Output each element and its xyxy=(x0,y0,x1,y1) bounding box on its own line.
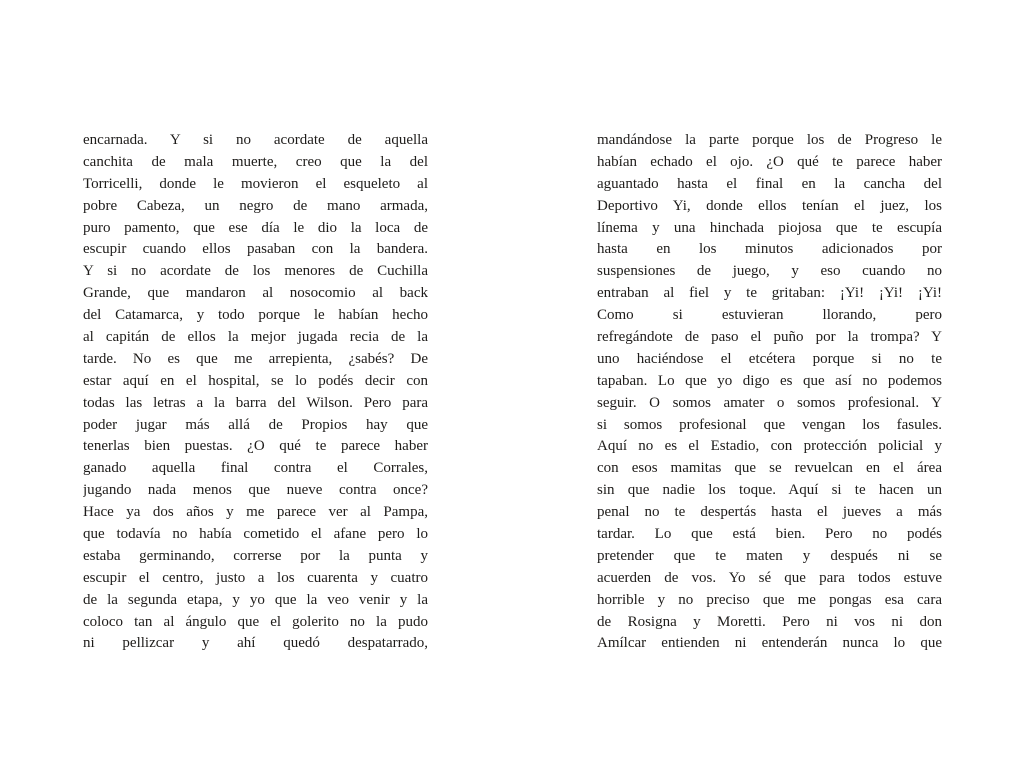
text-line: ganado aquella final contra el Corrales, xyxy=(83,460,428,477)
text-line: coloco tan al ángulo que el golerito no la pudo xyxy=(83,613,428,630)
text-line: tarde. No es que me arrepienta, ¿sabés? De xyxy=(83,350,428,367)
text-line: aguantado hasta el final en la cancha del xyxy=(597,175,942,192)
text-line: estar aquí en el hospital, se lo podés decir con xyxy=(83,372,428,389)
text-line: Amílcar entienden ni entenderán nunca lo que xyxy=(597,635,942,652)
text-line: tapaban. Lo que yo digo es que así no podemos xyxy=(597,372,942,389)
text-line: canchita de mala muerte, creo que la del xyxy=(83,153,428,170)
text-line: suspensiones de juego, y eso cuando no xyxy=(597,263,942,280)
text-line: poder jugar más allá de Propios hay que xyxy=(83,416,428,433)
text-line: que todavía no había cometido el afane pero lo xyxy=(83,526,428,543)
text-line: puro pamento, que ese día le dio la loca de xyxy=(83,219,428,236)
text-line: con esos mamitas que se revuelcan en el área xyxy=(597,460,942,477)
left-page-text-column xyxy=(83,130,428,655)
right-page-text-column xyxy=(597,130,942,655)
text-line: Hace ya dos años y me parece ver al Pampa, xyxy=(83,504,428,521)
text-line: hasta en los minutos adicionados por xyxy=(597,241,942,258)
text-line: de Rosigna y Moretti. Pero ni vos ni don xyxy=(597,613,942,630)
text-line: acuerden de vos. Yo sé que para todos estuve xyxy=(597,569,942,586)
text-line: Y si no acordate de los menores de Cuchilla xyxy=(83,263,428,280)
text-line: escupir el centro, justo a los cuarenta y cuatro xyxy=(83,569,428,586)
text-line: seguir. O somos amater o somos profesional. Y xyxy=(597,394,942,411)
text-line: Deportivo Yi, donde ellos tenían el juez, los xyxy=(597,197,942,214)
text-line: al capitán de ellos la mejor jugada recia de la xyxy=(83,329,428,346)
text-line: del Catamarca, y todo porque le habían hecho xyxy=(83,307,428,324)
text-line: si somos profesional que vengan los fasules. xyxy=(597,416,942,433)
text-line: tenerlas bien puestas. ¿O qué te parece haber xyxy=(83,438,428,455)
text-line: Como si estuvieran llorando, pero xyxy=(597,307,942,324)
text-line: todas las letras a la barra del Wilson. Pero para xyxy=(83,394,428,411)
text-line: entraban al fiel y te gritaban: ¡Yi! ¡Yi! ¡Yi! xyxy=(597,285,942,302)
text-line: encarnada. Y si no acordate de aquella xyxy=(83,132,428,148)
text-line: escupir cuando ellos pasaban con la bandera. xyxy=(83,241,428,258)
text-line: horrible y no preciso que me pongas esa cara xyxy=(597,591,942,608)
text-line: jugando nada menos que nueve contra once? xyxy=(83,482,428,499)
text-line: ni pellizcar y ahí quedó despatarrado, xyxy=(83,635,428,652)
text-line: pobre Cabeza, un negro de mano armada, xyxy=(83,197,428,214)
text-line: mandándose la parte porque los de Progreso le xyxy=(597,132,942,148)
text-line: estaba germinando, correrse por la punta y xyxy=(83,547,428,564)
text-line: sin que nadie los toque. Aquí si te hacen un xyxy=(597,482,942,499)
text-line: Torricelli, donde le movieron el esqueleto al xyxy=(83,175,428,192)
text-line: pretender que te maten y después ni se xyxy=(597,547,942,564)
text-line: de la segunda etapa, y yo que la veo venir y la xyxy=(83,591,428,608)
text-line: penal no te despertás hasta el jueves a más xyxy=(597,504,942,521)
text-line: habían echado el ojo. ¿O qué te parece haber xyxy=(597,153,942,170)
text-line: uno haciéndose el etcétera porque si no te xyxy=(597,350,942,367)
text-line: Grande, que mandaron al nosocomio al back xyxy=(83,285,428,302)
text-line: línema y una hinchada piojosa que te escupía xyxy=(597,219,942,236)
text-line: Aquí no es el Estadio, con protección policial y xyxy=(597,438,942,455)
text-line: refregándote de paso el puño por la trompa? Y xyxy=(597,329,942,346)
text-line: tardar. Lo que está bien. Pero no podés xyxy=(597,526,942,543)
